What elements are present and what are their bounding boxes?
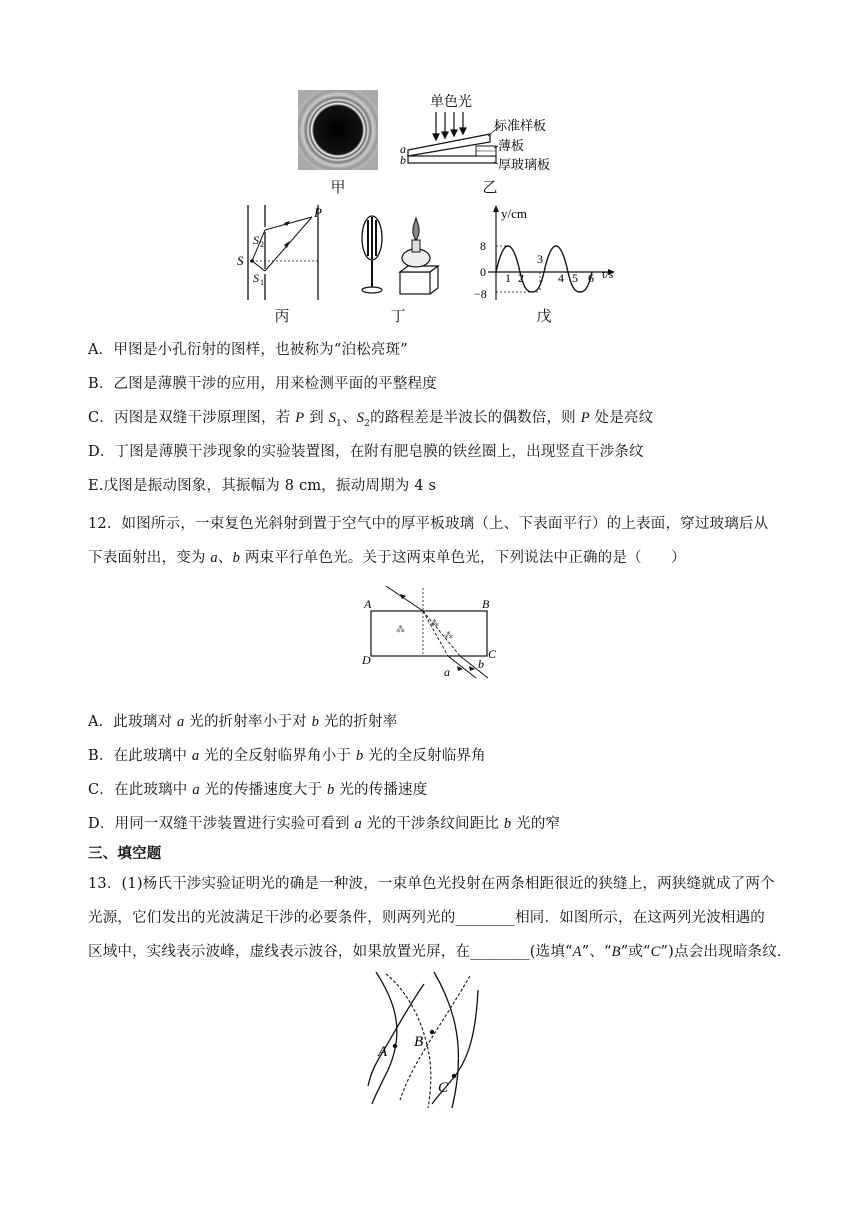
svg-text:5: 5 — [572, 271, 578, 285]
figure-wu — [470, 202, 620, 302]
wave-trough-2 — [400, 976, 470, 1100]
point-P-label: P — [314, 205, 322, 220]
svg-text:3: 3 — [537, 252, 543, 266]
caption-ding: 丁 — [390, 307, 406, 325]
svg-text:2: 2 — [260, 240, 264, 249]
t-axis-label: t/s — [602, 267, 614, 281]
corner-C: C — [488, 647, 497, 661]
svg-text:1: 1 — [505, 271, 511, 285]
svg-text:1: 1 — [260, 278, 264, 287]
corner-A: A — [364, 597, 372, 611]
q13-line1: 13．(1)杨氏干涉实验证明光的确是一种波，一束单色光投射在两条相距很近的狭缝上，两狭缝就成了两个 — [88, 876, 775, 892]
svg-text:⁂: ⁂ — [444, 630, 453, 640]
label-thick-glass: 厚玻璃板 — [498, 157, 551, 172]
corner-D: D — [362, 653, 371, 667]
light-arrows — [433, 112, 466, 140]
point-B — [430, 1030, 434, 1034]
svg-text:⁂: ⁂ — [396, 624, 405, 634]
y-axis-label: y/cm — [501, 206, 527, 221]
q13-line3: 区域中，实线表示波峰，虚线表示波谷，如果放置光屏，在________(选填“A”、“B”或“C”)点会出现暗条纹. — [88, 944, 782, 960]
figure-yi — [390, 90, 580, 175]
glass-plate-figure — [356, 586, 506, 686]
q11-option-b: B．乙图是薄膜干涉的应用，用来检测平面的平整程度 — [88, 376, 437, 392]
point-C — [452, 1074, 456, 1078]
q12-option-c: C．在此玻璃中 a 光的传播速度大于 b 光的传播速度 — [88, 782, 428, 798]
wave-crest-1 — [372, 972, 397, 1104]
svg-text:4: 4 — [558, 271, 564, 285]
lamp-stand — [400, 272, 430, 294]
source-S-label: S — [237, 253, 244, 268]
figure-ding — [352, 210, 444, 300]
q12-option-a: A．此玻璃对 a 光的折射率小于对 b 光的折射率 — [88, 714, 398, 730]
q11-option-e: E.戊图是振动图象，其振幅为 8 cm，振动周期为 4 s — [88, 478, 437, 494]
caption-wu: 戊 — [536, 307, 552, 325]
q11-option-d: D．丁图是薄膜干涉现象的实验装置图，在附有肥皂膜的铁丝圈上，出现竖直干涉条纹 — [88, 444, 644, 460]
wave-trough-1 — [386, 974, 431, 1108]
label-thin-plate: 薄板 — [498, 138, 525, 153]
wave-interference-figure — [366, 970, 496, 1110]
label-standard-plate: 标准样板 — [494, 118, 547, 133]
svg-text:−8: −8 — [474, 287, 487, 301]
poisson-spot-image — [298, 90, 378, 170]
svg-text:a: a — [400, 142, 406, 156]
figure-jia — [298, 90, 378, 170]
ray-b-label: b — [478, 657, 484, 671]
svg-text:B: B — [414, 1034, 424, 1050]
svg-text:S: S — [253, 233, 259, 247]
incident-ray — [386, 586, 423, 611]
q11-option-c: C．丙图是双缝干涉原理图，若 P 到 $S_1$、$S_2$的路程差是半波长的偶数倍，则 P 处是亮纹 — [88, 410, 654, 429]
q12-stem-line2: 下表面射出，变为 a、b 两束平行单色光。关于这两束单色光，下列说法中正确的是（ ） — [88, 550, 686, 566]
svg-text:C: C — [438, 1080, 449, 1096]
q12-option-d: D．用同一双缝干涉装置进行实验可看到 a 光的干涉条纹间距比 b 光的窄 — [88, 816, 561, 832]
vibration-curve — [496, 246, 592, 292]
svg-text:6: 6 — [588, 271, 594, 285]
caption-yi: 乙 — [482, 178, 498, 196]
label-monochromatic-light: 单色光 — [430, 95, 472, 110]
svg-text:S: S — [253, 271, 259, 285]
svg-text:⁂: ⁂ — [430, 618, 439, 628]
q11-option-a: A．甲图是小孔衍射的图样，也被称为“泊松亮斑” — [88, 342, 408, 358]
figure-bing — [232, 205, 332, 305]
section-heading: 三、填空题 — [88, 845, 162, 862]
point-A — [393, 1044, 397, 1048]
svg-text:0: 0 — [480, 265, 486, 279]
ray-a — [448, 656, 476, 678]
thick-glass-plate — [408, 156, 496, 163]
svg-text:2: 2 — [518, 271, 524, 285]
q12-stem-line1: 12．如图所示，一束复色光斜射到置于空气中的厚平板玻璃（上、下表面平行）的上表面，穿过玻璃后从 — [88, 516, 769, 532]
q13-line2: 光源，它们发出的光波满足干涉的必要条件，则两列光的________相同．如图所示，在这两列光波相遇的 — [88, 910, 765, 926]
caption-bing: 丙 — [274, 307, 290, 325]
svg-text:b: b — [400, 153, 406, 167]
corner-B: B — [482, 597, 490, 611]
flame — [413, 218, 419, 240]
q12-option-b: B．在此玻璃中 a 光的全反射临界角小于 b 光的全反射临界角 — [88, 748, 486, 764]
svg-text:A: A — [378, 1044, 388, 1060]
svg-text:8: 8 — [480, 239, 486, 253]
ray-a-label: a — [444, 665, 450, 679]
glass-plate — [371, 611, 487, 656]
caption-jia: 甲 — [330, 178, 346, 196]
